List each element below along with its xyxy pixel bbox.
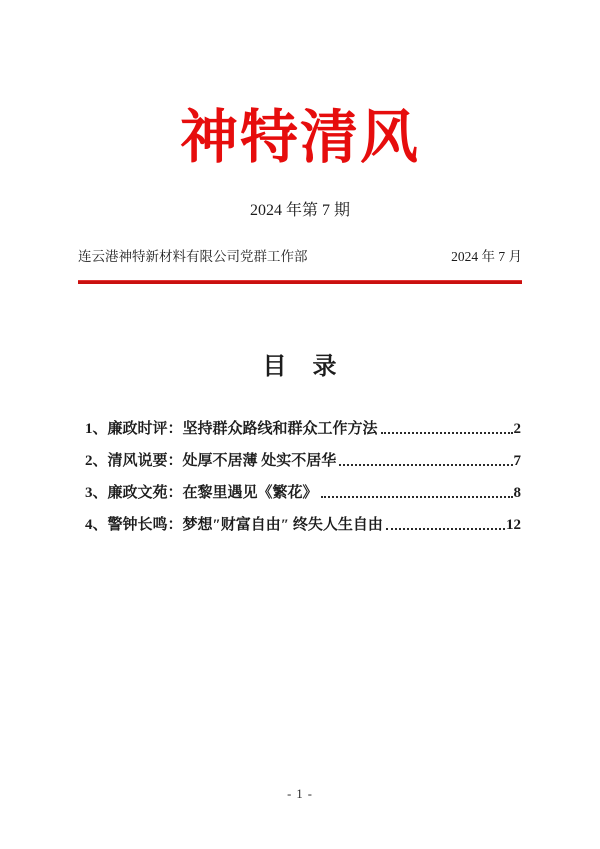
toc-item-label: 2、清风说要：处厚不居薄 处实不居华 [85,453,337,469]
toc-item-label: 3、廉政文苑：在黎里遇见《繁花》 [85,485,318,501]
publish-date: 2024 年 7 月 [451,249,522,264]
toc-dotted-leader [386,528,505,530]
toc-heading: 目 录 [262,354,338,380]
publisher-name: 连云港神特新材料有限公司党群工作部 [78,249,308,264]
toc-page-number: 12 [506,517,521,533]
page-title: 神特清风 [179,105,420,170]
toc-page-number: 8 [513,485,521,501]
red-divider-rule [78,280,522,284]
footer-page-number: - 1 - [287,787,313,801]
toc-row [85,419,521,439]
toc-row [85,515,521,535]
toc-dotted-leader [339,464,512,466]
masthead-row [78,248,522,266]
toc-row [85,451,521,471]
issue-number: 2024 年第 7 期 [249,202,350,219]
toc-list [85,419,521,547]
toc-page-number: 7 [513,453,521,469]
toc-item-label: 4、警钟长鸣：梦想″财富自由″ 终失人生自由 [85,517,383,533]
toc-page-number: 2 [513,421,521,437]
toc-row [85,483,521,503]
toc-dotted-leader [381,432,513,434]
toc-item-label: 1、廉政时评：坚持群众路线和群众工作方法 [85,421,378,437]
toc-dotted-leader [321,496,513,498]
